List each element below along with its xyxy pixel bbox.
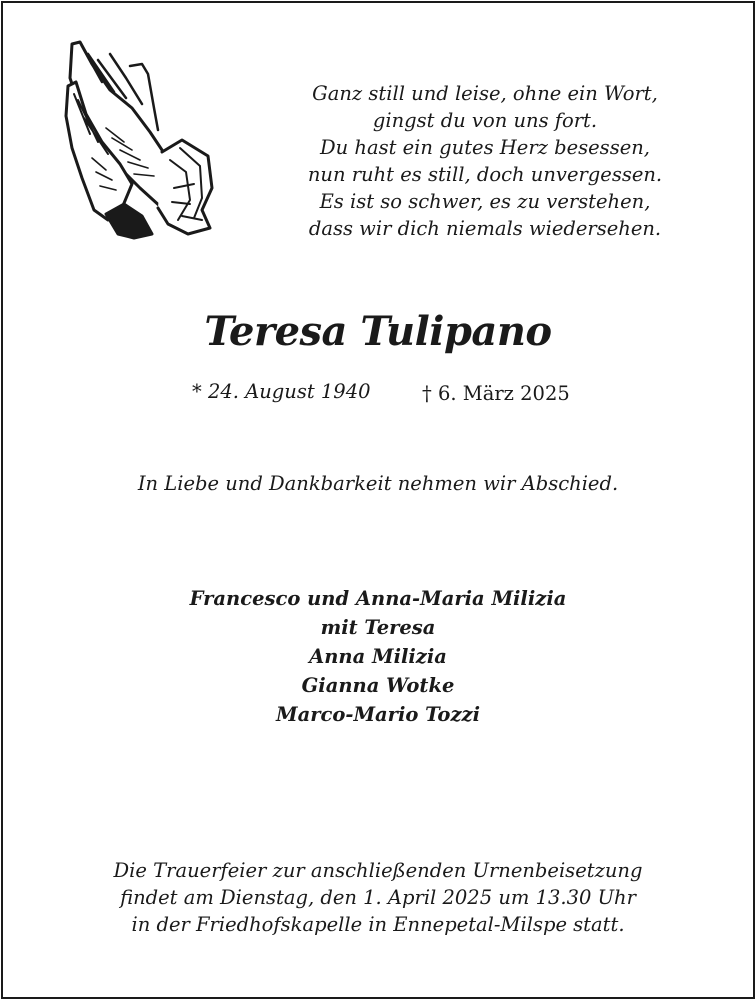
poem-line: gingst du von uns fort. bbox=[372, 109, 598, 132]
family-member: Anna Milizia bbox=[309, 645, 447, 668]
family-member: Gianna Wotke bbox=[301, 674, 455, 697]
praying-hands-icon bbox=[62, 38, 214, 240]
poem-line: dass wir dich niemals wiedersehen. bbox=[308, 217, 662, 240]
funeral-line: Die Trauerfeier zur anschließenden Urnenbeisetzung bbox=[113, 859, 643, 882]
poem-line: Es ist so schwer, es zu verstehen, bbox=[319, 190, 651, 213]
funeral-info bbox=[0, 857, 756, 938]
poem-line: Du hast ein gutes Herz besessen, bbox=[320, 136, 650, 159]
birth-date: * 24. August 1940 bbox=[192, 380, 371, 403]
poem-line: Ganz still und leise, ohne ein Wort, bbox=[312, 82, 658, 105]
family-member: Francesco und Anna-Maria Milizia bbox=[189, 587, 567, 610]
family-member: mit Teresa bbox=[320, 616, 436, 639]
family-list bbox=[0, 584, 756, 729]
funeral-line: findet am Dienstag, den 1. April 2025 um 13.30 Uhr bbox=[120, 886, 636, 909]
poem bbox=[270, 80, 700, 242]
funeral-line: in der Friedhofskapelle in Ennepetal-Milspe statt. bbox=[131, 913, 625, 936]
family-member: Marco-Mario Tozzi bbox=[276, 703, 480, 726]
death-date: † 6. März 2025 bbox=[422, 382, 570, 405]
deceased-name: Teresa Tulipano bbox=[204, 308, 552, 355]
poem-line: nun ruht es still, doch unvergessen. bbox=[307, 163, 663, 186]
farewell-text: In Liebe und Dankbarkeit nehmen wir Abschied. bbox=[137, 472, 619, 495]
